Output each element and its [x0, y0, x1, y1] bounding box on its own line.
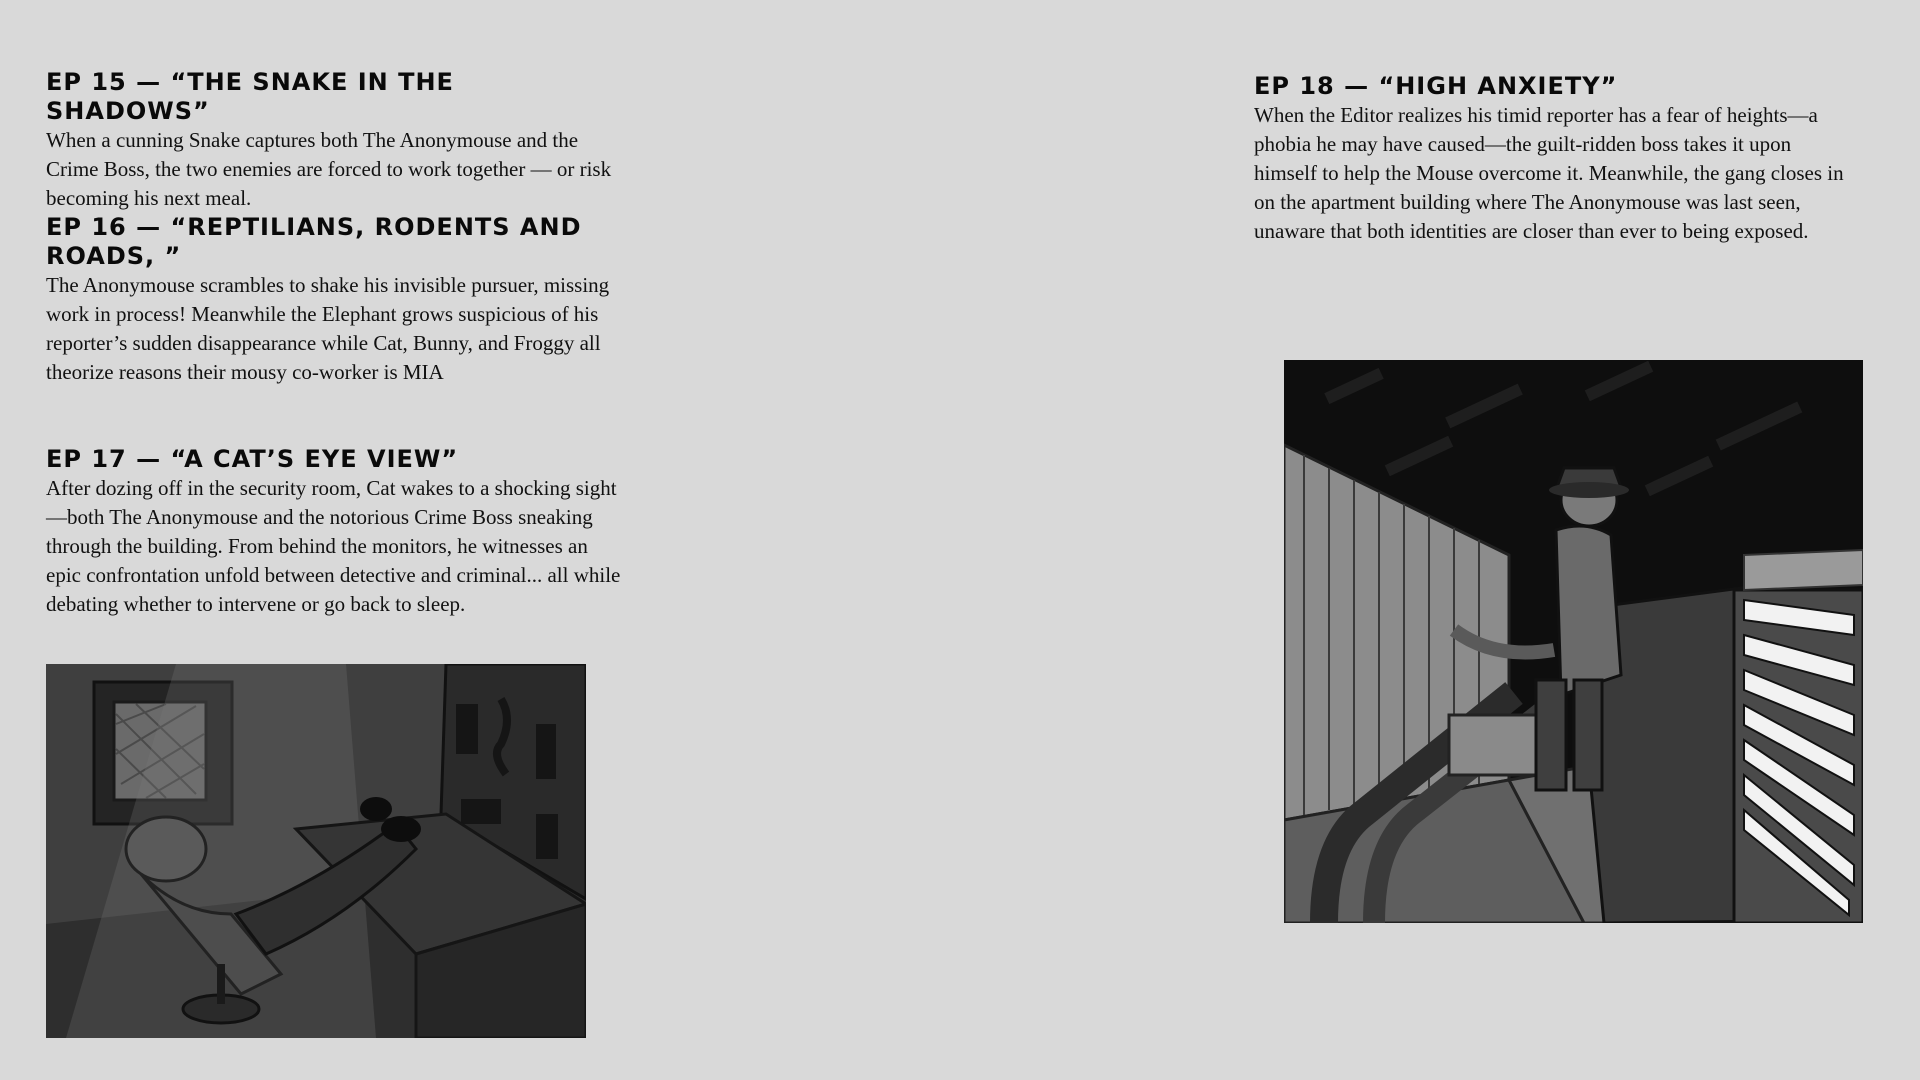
episode-18 — [1254, 72, 1854, 246]
episode-15-title: EP 15 — “THE SNAKE IN THE SHADOWS” — [46, 68, 454, 125]
episode-17-description: After dozing off in the security room, Cat wakes to a shocking sight—both The Anonymouse and the notorious Crime Boss sneaking through the building. From behind the monitors, he witnesses an epic confrontation unfold between detective and criminal... all while debating whether to intervene or go back to sleep. — [46, 476, 621, 616]
episode-16 — [46, 213, 626, 387]
rooftop-illustration — [1284, 360, 1863, 923]
episode-17-title: EP 17 — “A CAT’S EYE VIEW” — [46, 445, 459, 473]
episode-18-description: When the Editor realizes his timid reporter has a fear of heights—a phobia he may have caused—the guilt-ridden boss takes it upon himself to help the Mouse overcome it. Meanwhile, the gang closes in on the apartment building where The Anonymouse was last seen, unaware that both identities are closer than ever to being exposed. — [1254, 103, 1844, 243]
episode-16-description: The Anonymouse scrambles to shake his invisible pursuer, missing work in process! Meanwhile the Elephant grows suspicious of his reporter’s sudden disappearance while Cat, Bunny, and Froggy all theorize reasons their mousy co-worker is MIA — [46, 273, 610, 384]
episode-15 — [46, 68, 626, 213]
episode-18-title: EP 18 — “HIGH ANXIETY” — [1254, 72, 1618, 100]
episode-17 — [46, 445, 626, 619]
security-room-illustration — [46, 664, 586, 1038]
episode-15-description: When a cunning Snake captures both The Anonymouse and the Crime Boss, the two enemies are forced to work together — or risk becoming his next meal. — [46, 128, 612, 210]
episode-16-title: EP 16 — “REPTILIANS, RODENTS AND ROADS, ” — [46, 213, 582, 270]
